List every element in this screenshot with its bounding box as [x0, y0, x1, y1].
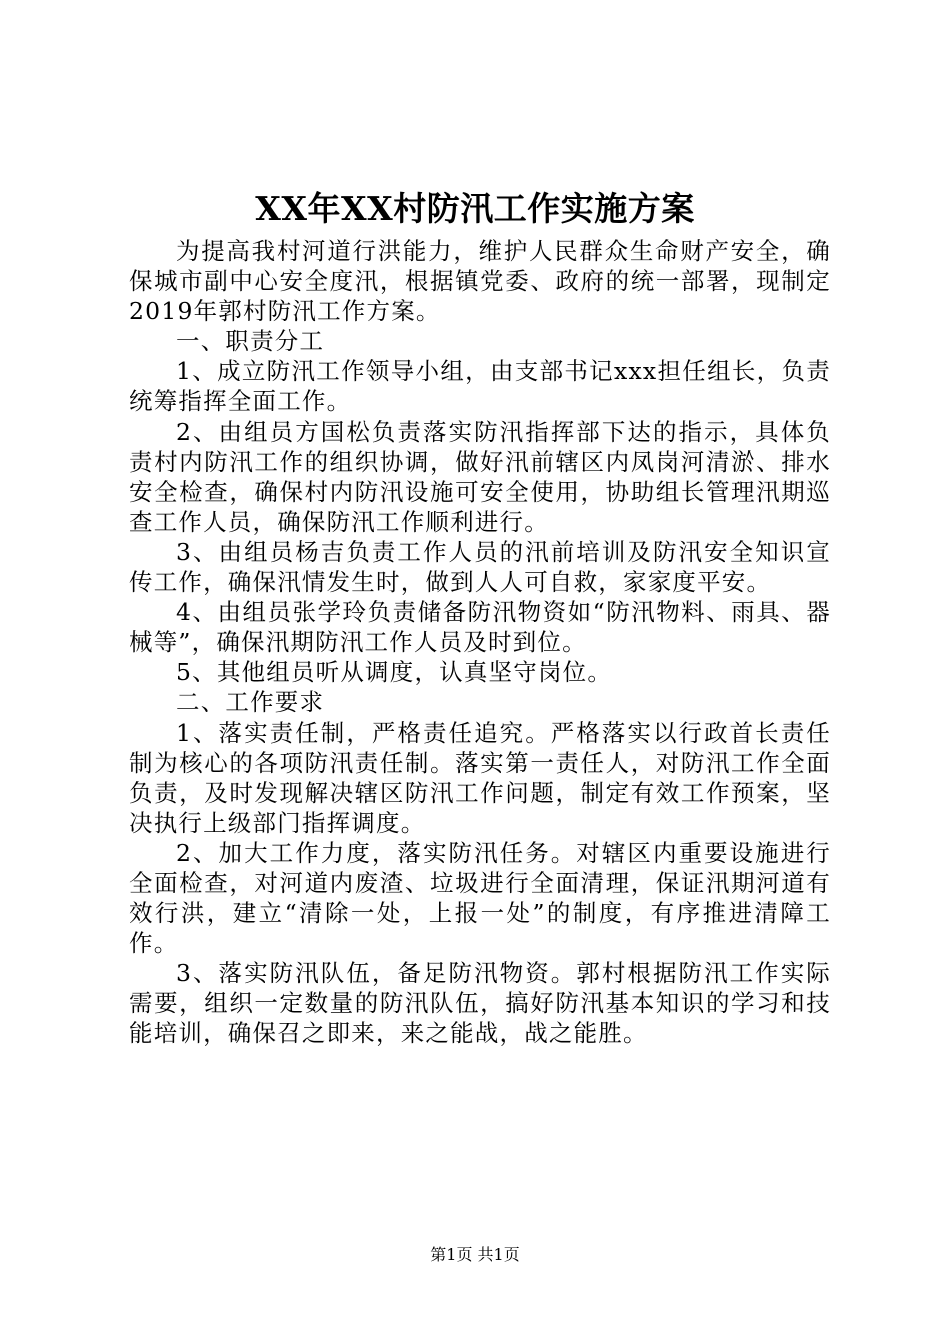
paragraph-intro: 为提高我村河道行洪能力，维护人民群众生命财产安全，确保城市副中心安全度汛，根据镇党委、政府的统一部署，现制定2019年郭村防汛工作方案。	[129, 237, 831, 326]
paragraph-item: 3、由组员杨吉负责工作人员的汛前培训及防汛安全知识宣传工作，确保汛情发生时，做到人人可自救，家家度平安。	[129, 537, 831, 597]
document-body	[129, 236, 831, 1049]
paragraph-item: 1、成立防汛工作领导小组，由支部书记xxx担任组长，负责统筹指挥全面工作。	[129, 357, 831, 416]
section-heading-responsibilities: 一、职责分工	[176, 327, 325, 356]
paragraph-item: 4、由组员张学玲负责储备防汛物资如“防汛物料、雨具、器械等”，确保汛期防汛工作人员及时到位。	[129, 598, 831, 657]
paragraph-item: 2、由组员方国松负责落实防汛指挥部下达的指示，具体负责村内防汛工作的组织协调，做好汛前辖区内凤岗河清淤、排水安全检查，确保村内防汛设施可安全使用，协助组长管理汛期巡查工作人员，确保防汛工作顺利进行。	[129, 417, 831, 536]
paragraph-item: 5、其他组员听从调度，认真坚守岗位。	[176, 658, 613, 687]
section-heading-requirements: 二、工作要求	[176, 688, 325, 717]
page-footer: 第1页 共1页	[430, 1245, 520, 1264]
paragraph-item: 2、加大工作力度，落实防汛任务。对辖区内重要设施进行全面检查，对河道内废渣、垃圾进行全面清理，保证汛期河道有效行洪，建立“清除一处，上报一处”的制度，有序推进清障工作。	[129, 838, 831, 958]
document-title: XX年XX村防汛工作实施方案	[255, 189, 695, 228]
paragraph-item: 3、落实防汛队伍，备足防汛物资。郭村根据防汛工作实际需要，组织一定数量的防汛队伍，搞好防汛基本知识的学习和技能培训，确保召之即来，来之能战，战之能胜。	[129, 959, 831, 1048]
paragraph-item: 1、落实责任制，严格责任追究。严格落实以行政首长责任制为核心的各项防汛责任制。落实第一责任人，对防汛工作全面负责，及时发现解决辖区防汛工作问题，制定有效工作预案，坚决执行上级部门指挥调度。	[129, 718, 831, 837]
